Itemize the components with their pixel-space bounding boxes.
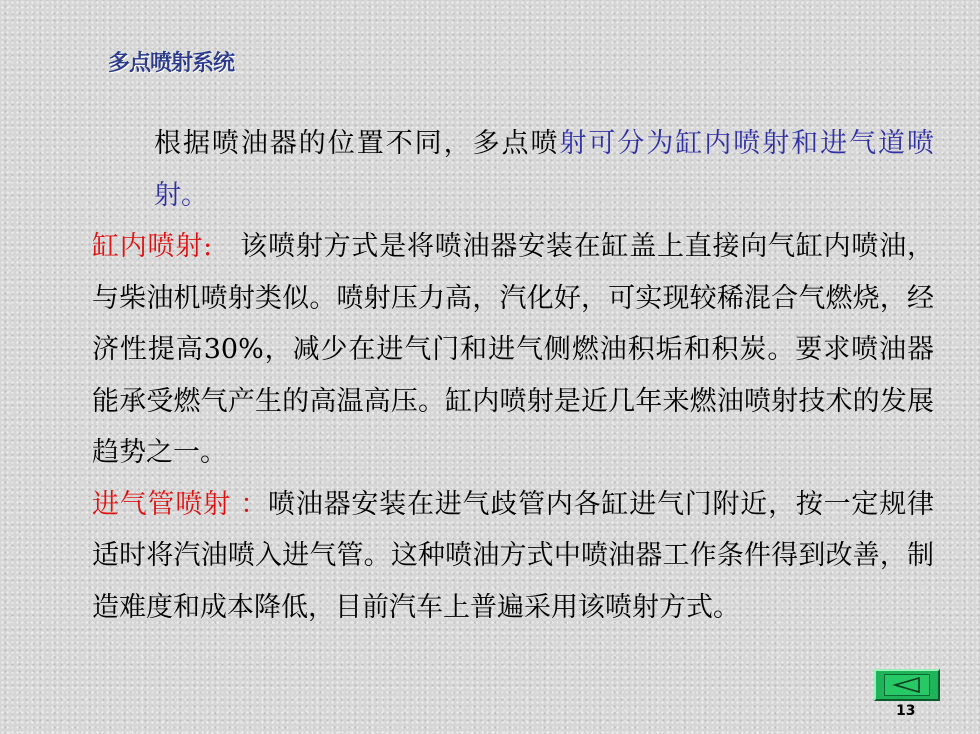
intro-paragraph — [92, 118, 934, 221]
page-number: 13 — [896, 703, 916, 719]
back-button[interactable] — [874, 669, 940, 701]
direct-injection-label: 缸内喷射: — [92, 231, 213, 262]
intro-highlight: 射可分为缸内喷射和进气道喷射。 — [154, 128, 935, 211]
direct-injection-text: 该喷射方式是将喷油器安装在缸盖上直接向气缸内喷油，与柴油机喷射类似。喷射压力高，汽化好，可实现较稀混合气燃烧，经济性提高30%，减少在进气门和进气侧燃油积垢和积炭。要求喷油器能承受燃气产生的高温高压。缸内喷射是近几年来燃油喷射技术的发展趋势之一。 — [92, 231, 934, 468]
direct-injection-paragraph — [92, 221, 934, 479]
intro-text: 根据喷油器的位置不同，多点喷 — [154, 128, 560, 159]
port-injection-label: 进气管喷射 ： — [92, 488, 269, 520]
port-injection-text: 喷油器安装在进气歧管内各缸进气门附近，按一定规律适时将汽油喷入进气管。这种喷油方式中喷油器工作条件得到改善，制造难度和成本降低，目前汽车上普遍采用该喷射方式。 — [92, 488, 934, 623]
slide-title: 多点喷射系统 — [108, 51, 235, 76]
back-button-face — [884, 674, 930, 696]
port-injection-paragraph — [92, 479, 934, 634]
triangle-left-icon — [892, 677, 922, 693]
slide-body — [92, 118, 934, 633]
